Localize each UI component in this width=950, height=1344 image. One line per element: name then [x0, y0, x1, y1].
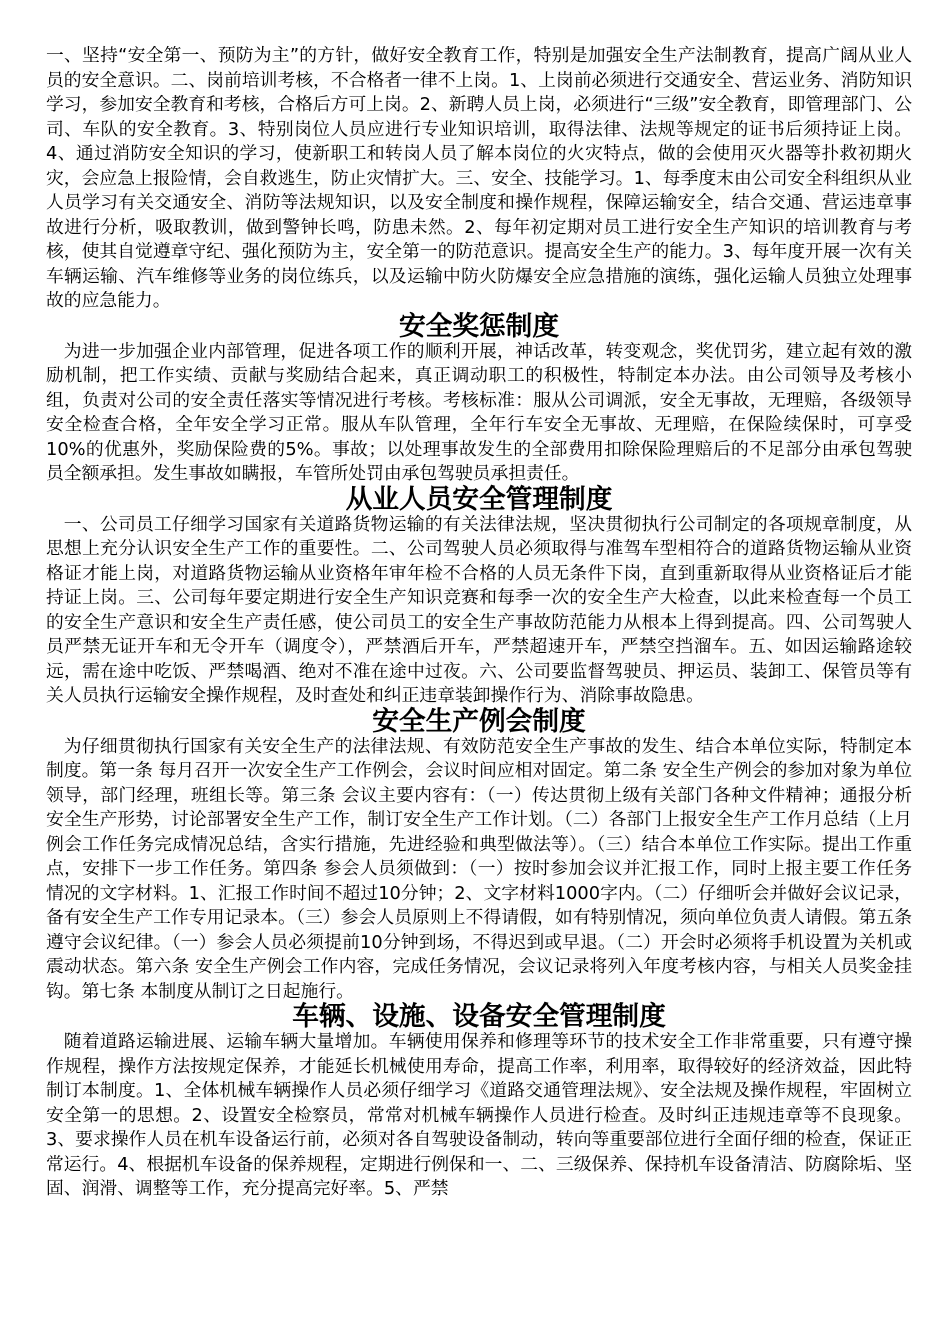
section-body-safety-meeting: 为仔细贯彻执行国家有关安全生产的法律法规、有效防范安全生产事故的发生、结合本单位实际，特制定本制度。第一条 每月召开一次安全生产工作例会，会议时间应相对固定。第二条 安全生产例会的参加对象为单位领导，部门经理，班组长等。第三条 会议主要内容有：（一）传达贯彻上级有关部门各种文件精神；通报分析安全生产形势，讨论部署安全生产工作，制订安全生产工作计划。（二）各部门上报安全生产工作月总结（上月例会工作任务完成情况总结，含实行措施，先进经验和典型做法等）。（三）结合本单位工作实际。提出工作重点，安排下一步工作任务。第四条 参会人员须做到：（一）按时参加会议并汇报工作，同时上报主要工作任务情况的文字材料。1、汇报工作时间不超过10分钟；2、文字材料1000字内。（二）仔细听会并做好会议记录，备有安全生产工作专用记录本。（三）参会人员原则上不得请假，如有特别情况，须向单位负责人请假。第五条 遵守会议纪律。（一）参会人员必须提前10分钟到场，不得迟到或早退。（二）开会时必须将手机设置为关机或震动状态。第六条 安全生产例会工作内容，完成任务情况，会议记录将列入年度考核内容，与相关人员奖金挂钩。第七条 本制度从制订之日起施行。: [46, 735, 912, 1002]
document-page: [46, 44, 912, 1202]
section-title-vehicle-equipment: 车辆、设施、设备安全管理制度: [292, 1001, 666, 1032]
section-title-safety-meeting: 安全生产例会制度: [372, 705, 586, 737]
section-title-personnel-safety: 从业人员安全管理制度: [345, 483, 613, 515]
section-body-personnel-safety: 一、公司员工仔细学习国家有关道路货物运输的有关法律法规，坚决贯彻执行公司制定的各项规章制度，从思想上充分认识安全生产工作的重要性。二、公司驾驶人员必须取得与准驾车型相符合的道路货物运输从业资格证才能上岗，对道路货物运输从业资格年审年检不合格的人员无条件下岗，直到重新取得从业资格证后才能持证上岗。三、公司每年要定期进行安全生产知识竞赛和每季一次的安全生产大检查，以此来检查每一个员工的安全生产意识和安全生产责任感，使公司员工的安全生产事故防范能力从根本上得到提高。四、公司驾驶人员严禁无证开车和无令开车（调度令），严禁酒后开车，严禁超速开车，严禁空挡溜车。五、如因运输路途较远，需在途中吃饭、严禁喝酒、绝对不准在途中过夜。六、公司要监督驾驶员、押运员、装卸工、保管员等有关人员执行运输安全操作规程，及时查处和纠正违章装卸操作行为、消除事故隐患。: [46, 513, 912, 706]
section-title-safety-rewards: 安全奖惩制度: [398, 310, 560, 342]
section-body-safety-rewards: 为进一步加强企业内部管理，促进各项工作的顺利开展，神话改革，转变观念，奖优罚劣，建立起有效的激励机制，把工作实绩、贡献与奖励结合起来，真正调动职工的积极性，特制定本办法。由公司领导及考核小组，负责对公司的安全责任落实等情况进行考核。考核标准：服从公司调派，安全无事故，无理赔，各级领导安全检查合格，全年安全学习正常。服从车队管理，全年行车安全无事故、无理赔，在保险续保时，可享受10%的优惠外，奖励保险费的5%。事故；以处理事故发生的全部费用扣除保险理赔后的不足部分由承包驾驶员全额承担。发生事故如瞒报，车管所处罚由承包驾驶员承担责任。: [46, 340, 912, 484]
intro-paragraph: 一、坚持“安全第一、预防为主”的方针，做好安全教育工作，特别是加强安全生产法制教育，提高广阔从业人员的安全意识。二、岗前培训考核，不合格者一律不上岗。1、上岗前必须进行交通安全、营运业务、消防知识学习，参加安全教育和考核，合格后方可上岗。2、新聘人员上岗，必须进行“三级”安全教育，即管理部门、公司、车队的安全教育。3、特别岗位人员应进行专业知识培训，取得法律、法规等规定的证书后须持证上岗。4、通过消防安全知识的学习，使新职工和转岗人员了解本岗位的火灾特点，做的会使用灭火器等扑救初期火灾，会应急上报险情，会自救逃生，防止灾情扩大。三、安全、技能学习。1、每季度末由公司安全科组织从业人员学习有关交通安全、消防等法规知识，以及安全制度和操作规程，保障运输安全，结合交通、营运违章事故进行分析，吸取教训，做到警钟长鸣，防患未然。2、每年初定期对员工进行安全生产知识的培训教育与考核，使其自觉遵章守纪、强化预防为主，安全第一的防范意识。提高安全生产的能力。3、每年度开展一次有关车辆运输、汽车维修等业务的岗位练兵，以及运输中防火防爆安全应急措施的演练，强化运输人员独立处理事故的应急能力。: [46, 45, 912, 311]
section-body-vehicle-equipment: 随着道路运输进展、运输车辆大量增加。车辆使用保养和修理等环节的技术安全工作非常重要，只有遵守操作规程，操作方法按规定保养，才能延长机械使用寿命，提高工作率，利用率，取得较好的经济效益，因此特制订本制度。1、全体机械车辆操作人员必须仔细学习《道路交通管理法规》、安全法规及操作规程，牢固树立安全第一的思想。2、设置安全检察员，常常对机械车辆操作人员进行检查。及时纠正违规违章等不良现象。3、要求操作人员在机车设备运行前，必须对各自驾驶设备制动，转向等重要部位进行全面仔细的检查，保证正常运行。4、根据机车设备的保养规程，定期进行例保和一、二、三级保养、保持机车设备清洁、防腐除垢、坚固、润滑、调整等工作，充分提高完好率。5、严禁: [46, 1031, 912, 1199]
